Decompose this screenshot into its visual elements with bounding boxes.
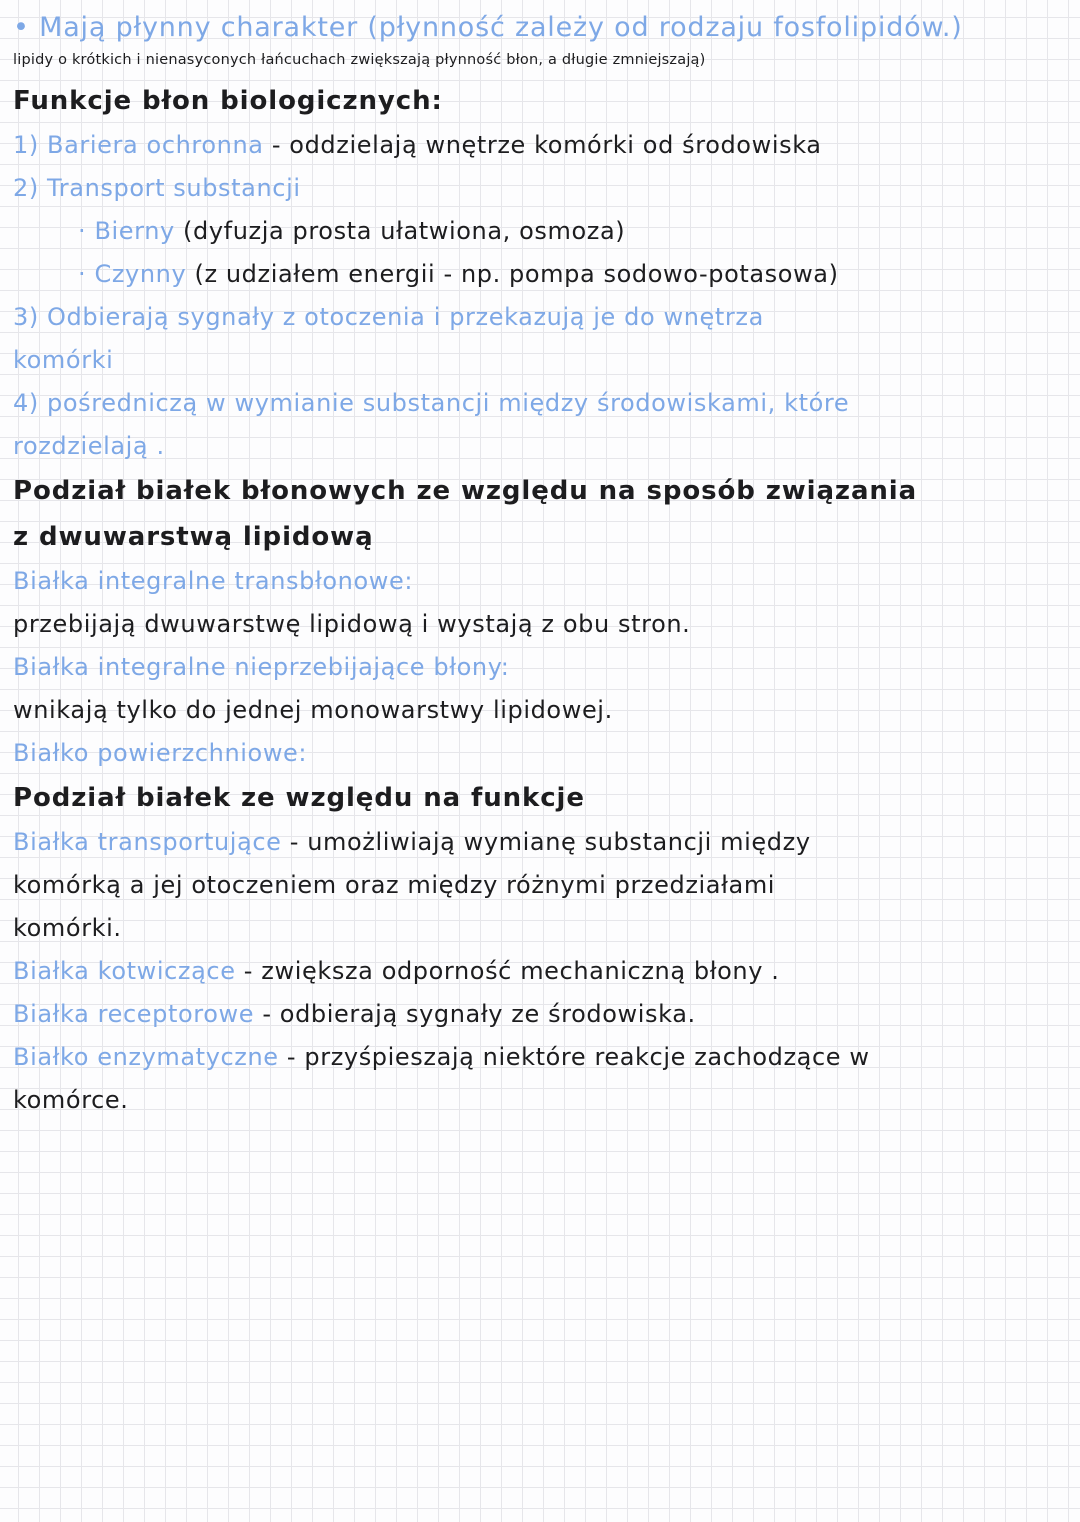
note-line xyxy=(0,48,1080,78)
note-segment: komórką a jej otoczeniem oraz między różnymi przedziałami xyxy=(13,871,776,899)
note-line xyxy=(0,382,1080,425)
note-segment: Białka receptorowe xyxy=(13,1000,255,1028)
note-segment: wnikają tylko do jednej monowarstwy lipidowej. xyxy=(13,696,613,724)
note-line xyxy=(0,514,1080,560)
note-line xyxy=(0,821,1080,864)
note-line xyxy=(0,78,1080,124)
note-segment: przebijają dwuwarstwę lipidową i wystają z obu stron. xyxy=(13,610,691,638)
note-segment: - przyśpieszają niektóre reakcje zachodzące w xyxy=(278,1043,870,1071)
note-segment: komórki xyxy=(13,346,114,374)
notes-text-block xyxy=(0,8,1080,1122)
note-segment: 2) Transport substancji xyxy=(13,174,301,202)
note-segment: - zwiększa odporność mechaniczną błony . xyxy=(235,957,780,985)
note-line xyxy=(0,210,1080,253)
note-segment: Funkcje błon biologicznych: xyxy=(13,86,443,116)
note-segment: • Mają płynny charakter (płynność zależy od rodzaju fosfolipidów.) xyxy=(13,12,963,43)
note-line xyxy=(0,993,1080,1036)
note-segment: Białko enzymatyczne xyxy=(13,1043,279,1071)
note-segment: - oddzielają wnętrze komórki od środowiska xyxy=(263,131,822,159)
note-segment: (dyfuzja prosta ułatwiona, osmoza) xyxy=(174,217,626,245)
note-segment: Białko powierzchniowe: xyxy=(13,739,308,767)
note-segment: · Bierny xyxy=(78,217,175,245)
note-line xyxy=(0,907,1080,950)
note-segment: rozdzielają . xyxy=(13,432,165,460)
note-segment: z dwuwarstwą lipidową xyxy=(13,522,374,552)
note-line xyxy=(0,167,1080,210)
note-line xyxy=(0,124,1080,167)
note-segment: Podział białek ze względu na funkcje xyxy=(13,783,585,813)
note-line xyxy=(0,646,1080,689)
note-segment: komórce. xyxy=(13,1086,129,1114)
note-line xyxy=(0,8,1080,48)
note-segment: - odbierają sygnały ze środowiska. xyxy=(254,1000,696,1028)
note-line xyxy=(0,468,1080,514)
note-line xyxy=(0,950,1080,993)
note-segment: Podział białek błonowych ze względu na sposób związania xyxy=(13,476,918,506)
note-segment: - umożliwiają wymianę substancji między xyxy=(281,828,811,856)
note-line xyxy=(0,689,1080,732)
note-segment: Białka kotwiczące xyxy=(13,957,236,985)
note-line xyxy=(0,1079,1080,1122)
note-line xyxy=(0,864,1080,907)
note-segment: 4) pośredniczą w wymianie substancji między środowiskami, które xyxy=(13,389,850,417)
note-segment: (z udziałem energii - np. pompa sodowo-potasowa) xyxy=(186,260,839,288)
note-segment: 1) Bariera ochronna xyxy=(13,131,264,159)
note-segment: komórki. xyxy=(13,914,122,942)
note-segment: Białka transportujące xyxy=(13,828,282,856)
note-segment: · Czynny xyxy=(78,260,187,288)
note-line xyxy=(0,560,1080,603)
note-line xyxy=(0,732,1080,775)
note-line xyxy=(0,296,1080,339)
note-line xyxy=(0,1036,1080,1079)
note-line xyxy=(0,339,1080,382)
note-line xyxy=(0,775,1080,821)
note-segment: Białka integralne transbłonowe: xyxy=(13,567,414,595)
note-line xyxy=(0,603,1080,646)
note-line xyxy=(0,253,1080,296)
note-segment: Białka integralne nieprzebijające błony: xyxy=(13,653,510,681)
note-segment: lipidy o krótkich i nienasyconych łańcuchach zwiększają płynność błon, a długie zmniejszają) xyxy=(13,52,706,68)
note-line xyxy=(0,425,1080,468)
note-segment: 3) Odbierają sygnały z otoczenia i przekazują je do wnętrza xyxy=(13,303,764,331)
